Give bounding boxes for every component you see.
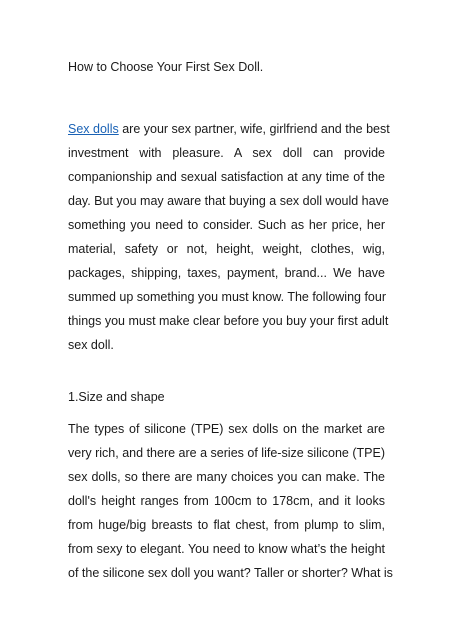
intro-line-1-text: are your sex partner, wife, girlfriend and the best bbox=[118, 122, 390, 136]
document-title: How to Choose Your First Sex Doll. bbox=[68, 60, 264, 74]
intro-line-7: packages, shipping, taxes, payment, brand... We have bbox=[68, 266, 385, 280]
intro-line-9: things you must make clear before you buy your first adult bbox=[68, 314, 389, 328]
section-heading-size-and-shape: 1.Size and shape bbox=[68, 390, 165, 404]
section1-line-4: doll's height ranges from 100cm to 178cm, and it looks bbox=[68, 494, 385, 508]
section1-line-7: of the silicone sex doll you want? Taller or shorter? What is bbox=[68, 566, 393, 580]
intro-line-6: material, safety or not, height, weight, clothes, wig, bbox=[68, 242, 385, 256]
intro-line-3: companionship and sexual satisfaction at any time of the bbox=[68, 170, 385, 184]
intro-line-10: sex doll. bbox=[68, 338, 114, 352]
intro-line-2: investment with pleasure. A sex doll can provide bbox=[68, 146, 385, 160]
intro-line-4: day. But you may aware that buying a sex doll would have bbox=[68, 194, 389, 208]
section1-line-3: sex dolls, so there are many choices you can make. The bbox=[68, 470, 385, 484]
section1-line-6: from sexy to elegant. You need to know what’s the height bbox=[68, 542, 385, 556]
section1-line-2: very rich, and there are a series of life-size silicone (TPE) bbox=[68, 446, 385, 460]
intro-line-1 bbox=[68, 120, 390, 138]
section1-line-5: from huge/big breasts to flat chest, from plump to slim, bbox=[68, 518, 385, 532]
section1-line-1: The types of silicone (TPE) sex dolls on the market are bbox=[68, 422, 385, 436]
intro-line-8: summed up something you must know. The following four bbox=[68, 290, 386, 304]
sex-dolls-link[interactable]: Sex dolls bbox=[68, 122, 119, 136]
intro-line-5: something you need to consider. Such as her price, her bbox=[68, 218, 385, 232]
